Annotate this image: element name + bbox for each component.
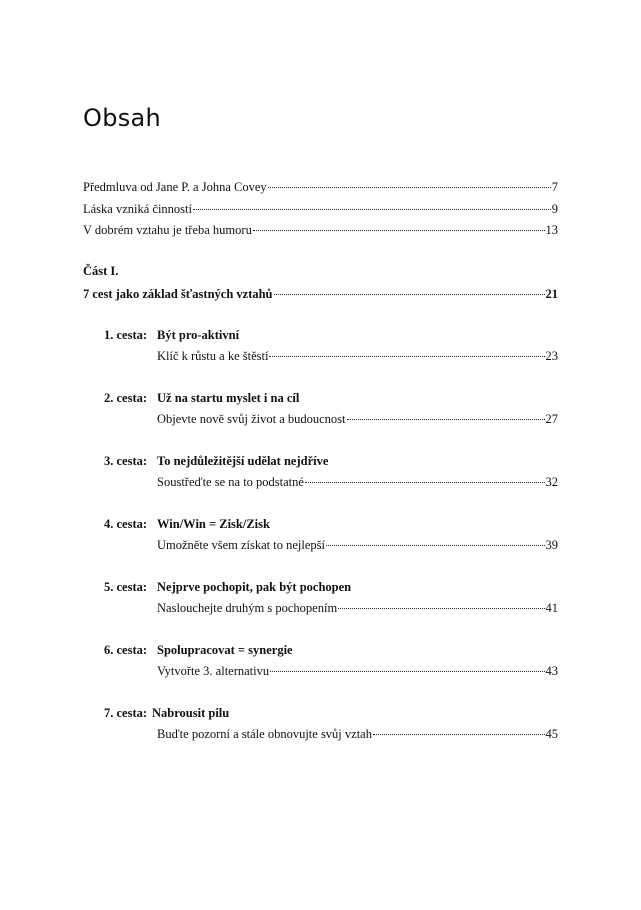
toc-entry — [83, 179, 558, 195]
cesta-number: 3. cesta: — [104, 454, 148, 468]
page-title: Obsah — [83, 104, 162, 132]
part-title-entry — [83, 286, 558, 302]
toc-entry-page: 9 — [551, 202, 558, 216]
cesta-heading — [104, 454, 328, 469]
toc-entry-label: Vytvořte 3. alternativu — [157, 664, 270, 678]
cesta-heading — [104, 328, 239, 343]
cesta-heading — [104, 580, 351, 595]
toc-entry — [157, 537, 558, 553]
cesta-title: Být pro-aktivní — [157, 328, 240, 342]
dot-leader — [373, 733, 545, 735]
toc-entry-page: 7 — [551, 180, 558, 194]
toc-entry-label: Umožněte všem získat to nejlepší — [157, 538, 326, 552]
dot-leader — [270, 670, 544, 672]
cesta-number: 2. cesta: — [104, 391, 148, 405]
toc-entry-page: 45 — [545, 727, 558, 741]
toc-entry — [157, 600, 558, 616]
toc-entry — [157, 474, 558, 490]
dot-leader — [268, 186, 551, 188]
cesta-title: To nejdůležitější udělat nejdříve — [157, 454, 329, 468]
toc-entry-page: 41 — [545, 601, 558, 615]
toc-entry — [157, 726, 558, 742]
cesta-heading — [104, 391, 299, 406]
dot-leader — [347, 418, 545, 420]
toc-entry-label: Předmluva od Jane P. a Johna Covey — [83, 180, 267, 194]
toc-entry-page: 13 — [545, 223, 558, 237]
toc-entry-page: 27 — [545, 412, 558, 426]
cesta-heading — [104, 643, 293, 658]
dot-leader — [269, 355, 544, 357]
toc-entry — [83, 201, 558, 217]
part-title: 7 cest jako základ šťastných vztahů — [83, 287, 273, 301]
toc-entry-label: V dobrém vztahu je třeba humoru — [83, 223, 252, 237]
cesta-number: 6. cesta: — [104, 643, 148, 657]
toc-entry-page: 43 — [545, 664, 558, 678]
toc-entry-page: 23 — [545, 349, 558, 363]
dot-leader — [326, 544, 544, 546]
toc-entry-label: Naslouchejte druhým s pochopením — [157, 601, 338, 615]
toc-entry — [83, 222, 558, 238]
toc-entry-page: 39 — [545, 538, 558, 552]
dot-leader — [305, 481, 545, 483]
toc-entry — [157, 411, 558, 427]
toc-entry-label: Láska vzniká činností — [83, 202, 192, 216]
toc-entry-label: Soustřeďte se na to podstatné — [157, 475, 304, 489]
cesta-title: Win/Win = Zisk/Zisk — [157, 517, 270, 531]
cesta-title: Už na startu myslet i na cíl — [157, 391, 300, 405]
dot-leader — [253, 229, 545, 231]
cesta-heading — [104, 517, 270, 532]
cesta-title: Spolupracovat = synergie — [157, 643, 293, 657]
cesta-title: Nabrousit pilu — [152, 706, 230, 720]
dot-leader — [338, 607, 544, 609]
toc-entry-label: Klíč k růstu a ke štěstí — [157, 349, 269, 363]
toc-entry-page: 32 — [545, 475, 558, 489]
toc-entry — [157, 663, 558, 679]
part-page: 21 — [545, 287, 558, 301]
dot-leader — [193, 208, 551, 210]
cesta-number: 7. cesta: — [104, 706, 148, 720]
cesta-number: 5. cesta: — [104, 580, 148, 594]
cesta-title: Nejprve pochopit, pak být pochopen — [157, 580, 352, 594]
toc-entry-label: Buďte pozorní a stále obnovujte svůj vztah — [157, 727, 372, 741]
cesta-heading — [104, 706, 229, 721]
dot-leader — [274, 293, 545, 295]
cesta-number: 1. cesta: — [104, 328, 148, 342]
toc-entry-label: Objevte nově svůj život a budoucnost — [157, 412, 346, 426]
part-heading: Část I. — [83, 264, 119, 278]
cesta-number: 4. cesta: — [104, 517, 148, 531]
toc-entry — [157, 348, 558, 364]
